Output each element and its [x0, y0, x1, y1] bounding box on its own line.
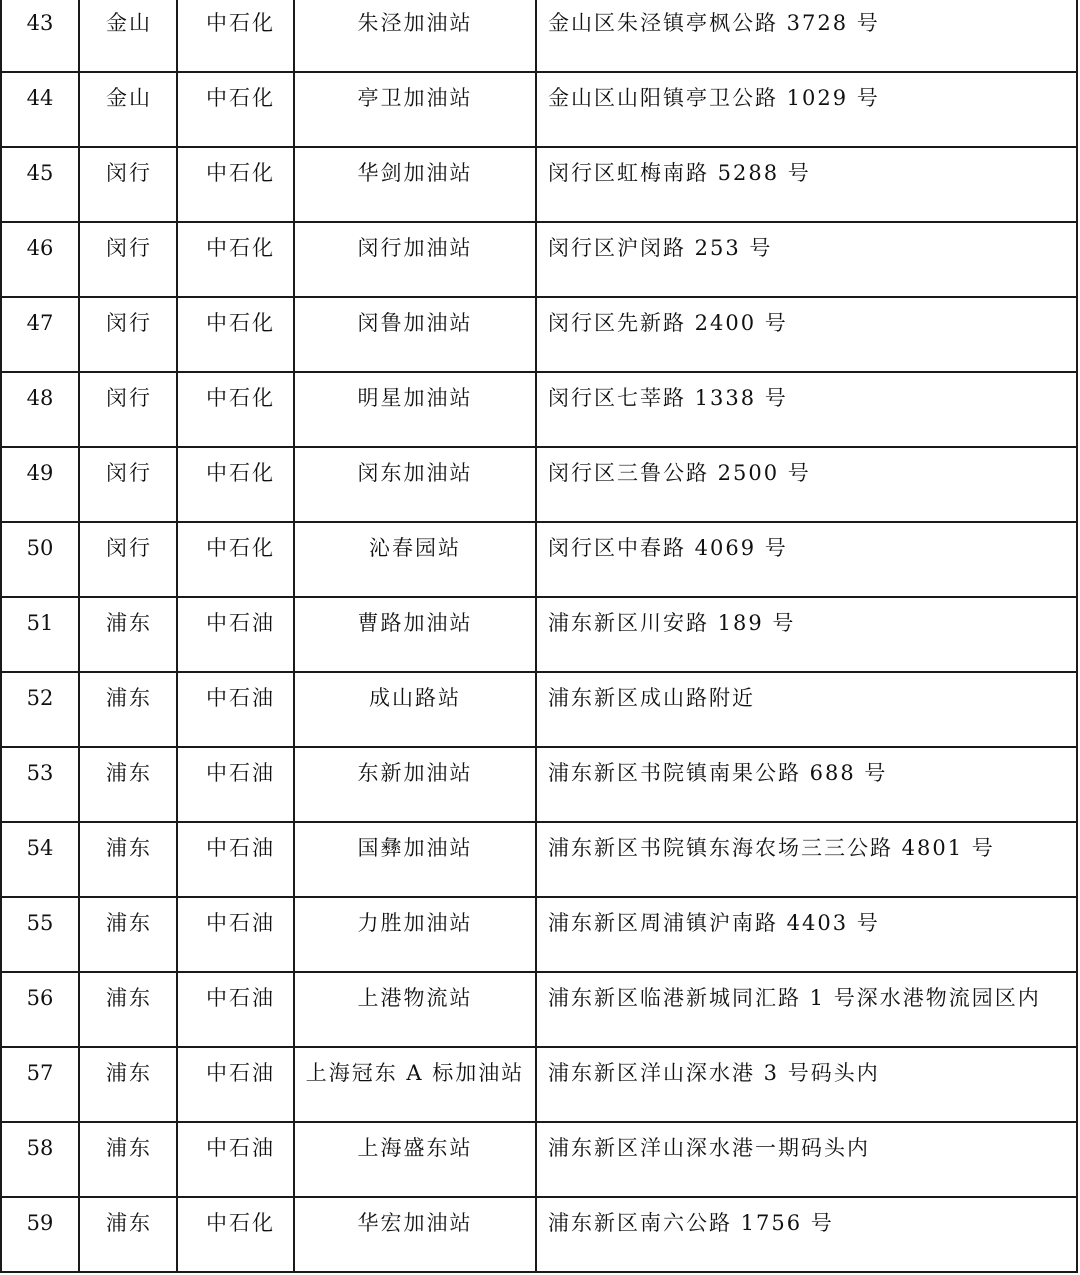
row-number-cell: 43	[1, 0, 79, 72]
company-cell: 中石油	[177, 972, 294, 1047]
district-cell: 浦东	[79, 972, 177, 1047]
district-cell: 浦东	[79, 1122, 177, 1197]
address-cell: 浦东新区书院镇东海农场三三公路 4801 号	[536, 822, 1077, 897]
table-row	[1, 372, 1077, 447]
row-number-cell: 52	[1, 672, 79, 747]
row-number-cell: 44	[1, 72, 79, 147]
address-cell: 浦东新区书院镇南果公路 688 号	[536, 747, 1077, 822]
station-name-cell: 华剑加油站	[294, 147, 536, 222]
row-number-cell: 54	[1, 822, 79, 897]
company-cell: 中石化	[177, 372, 294, 447]
district-cell: 浦东	[79, 1047, 177, 1122]
company-cell: 中石化	[177, 522, 294, 597]
station-name-cell: 沁春园站	[294, 522, 536, 597]
station-name-cell: 成山路站	[294, 672, 536, 747]
company-cell: 中石化	[177, 0, 294, 72]
station-name-cell: 华宏加油站	[294, 1197, 536, 1272]
table-row	[1, 747, 1077, 822]
table-row	[1, 447, 1077, 522]
address-cell: 浦东新区洋山深水港 3 号码头内	[536, 1047, 1077, 1122]
company-cell: 中石油	[177, 1122, 294, 1197]
table-row	[1, 0, 1077, 72]
district-cell: 浦东	[79, 1197, 177, 1272]
district-cell: 浦东	[79, 672, 177, 747]
row-number-cell: 56	[1, 972, 79, 1047]
station-name-cell: 东新加油站	[294, 747, 536, 822]
address-cell: 闵行区三鲁公路 2500 号	[536, 447, 1077, 522]
address-cell: 金山区朱泾镇亭枫公路 3728 号	[536, 0, 1077, 72]
district-cell: 浦东	[79, 597, 177, 672]
row-number-cell: 49	[1, 447, 79, 522]
station-name-cell: 闵行加油站	[294, 222, 536, 297]
company-cell: 中石油	[177, 672, 294, 747]
address-cell: 浦东新区周浦镇沪南路 4403 号	[536, 897, 1077, 972]
row-number-cell: 51	[1, 597, 79, 672]
company-cell: 中石化	[177, 1197, 294, 1272]
row-number-cell: 45	[1, 147, 79, 222]
address-cell: 闵行区中春路 4069 号	[536, 522, 1077, 597]
company-cell: 中石油	[177, 597, 294, 672]
station-name-cell: 朱泾加油站	[294, 0, 536, 72]
station-name-cell: 闵东加油站	[294, 447, 536, 522]
address-cell: 浦东新区南六公路 1756 号	[536, 1197, 1077, 1272]
row-number-cell: 55	[1, 897, 79, 972]
station-name-cell: 上港物流站	[294, 972, 536, 1047]
company-cell: 中石化	[177, 447, 294, 522]
address-cell: 闵行区沪闵路 253 号	[536, 222, 1077, 297]
table-row	[1, 222, 1077, 297]
table-body	[1, 0, 1077, 1272]
station-name-cell: 明星加油站	[294, 372, 536, 447]
station-name-cell: 闵鲁加油站	[294, 297, 536, 372]
station-name-cell: 力胜加油站	[294, 897, 536, 972]
row-number-cell: 53	[1, 747, 79, 822]
address-cell: 浦东新区洋山深水港一期码头内	[536, 1122, 1077, 1197]
table-row	[1, 822, 1077, 897]
district-cell: 闵行	[79, 522, 177, 597]
district-cell: 闵行	[79, 222, 177, 297]
district-cell: 浦东	[79, 897, 177, 972]
table-row	[1, 972, 1077, 1047]
table-row	[1, 72, 1077, 147]
district-cell: 浦东	[79, 822, 177, 897]
table-row	[1, 1197, 1077, 1272]
row-number-cell: 47	[1, 297, 79, 372]
address-cell: 闵行区七莘路 1338 号	[536, 372, 1077, 447]
row-number-cell: 58	[1, 1122, 79, 1197]
district-cell: 闵行	[79, 372, 177, 447]
table-row	[1, 522, 1077, 597]
address-cell: 闵行区先新路 2400 号	[536, 297, 1077, 372]
table-row	[1, 147, 1077, 222]
company-cell: 中石油	[177, 897, 294, 972]
row-number-cell: 50	[1, 522, 79, 597]
station-name-cell: 曹路加油站	[294, 597, 536, 672]
district-cell: 金山	[79, 72, 177, 147]
company-cell: 中石化	[177, 222, 294, 297]
address-cell: 浦东新区成山路附近	[536, 672, 1077, 747]
station-name-cell: 上海冠东 A 标加油站	[294, 1047, 536, 1122]
row-number-cell: 59	[1, 1197, 79, 1272]
company-cell: 中石油	[177, 747, 294, 822]
address-cell: 浦东新区川安路 189 号	[536, 597, 1077, 672]
row-number-cell: 46	[1, 222, 79, 297]
table-row	[1, 672, 1077, 747]
station-name-cell: 亭卫加油站	[294, 72, 536, 147]
district-cell: 浦东	[79, 747, 177, 822]
table-row	[1, 597, 1077, 672]
row-number-cell: 57	[1, 1047, 79, 1122]
table-row	[1, 1122, 1077, 1197]
address-cell: 闵行区虹梅南路 5288 号	[536, 147, 1077, 222]
district-cell: 闵行	[79, 447, 177, 522]
company-cell: 中石油	[177, 822, 294, 897]
station-name-cell: 上海盛东站	[294, 1122, 536, 1197]
station-name-cell: 国彝加油站	[294, 822, 536, 897]
address-cell: 浦东新区临港新城同汇路 1 号深水港物流园区内	[536, 972, 1077, 1047]
row-number-cell: 48	[1, 372, 79, 447]
district-cell: 金山	[79, 0, 177, 72]
table-row	[1, 1047, 1077, 1122]
table-row	[1, 297, 1077, 372]
company-cell: 中石化	[177, 297, 294, 372]
table-row	[1, 897, 1077, 972]
district-cell: 闵行	[79, 297, 177, 372]
company-cell: 中石化	[177, 147, 294, 222]
address-cell: 金山区山阳镇亭卫公路 1029 号	[536, 72, 1077, 147]
district-cell: 闵行	[79, 147, 177, 222]
company-cell: 中石化	[177, 72, 294, 147]
company-cell: 中石油	[177, 1047, 294, 1122]
